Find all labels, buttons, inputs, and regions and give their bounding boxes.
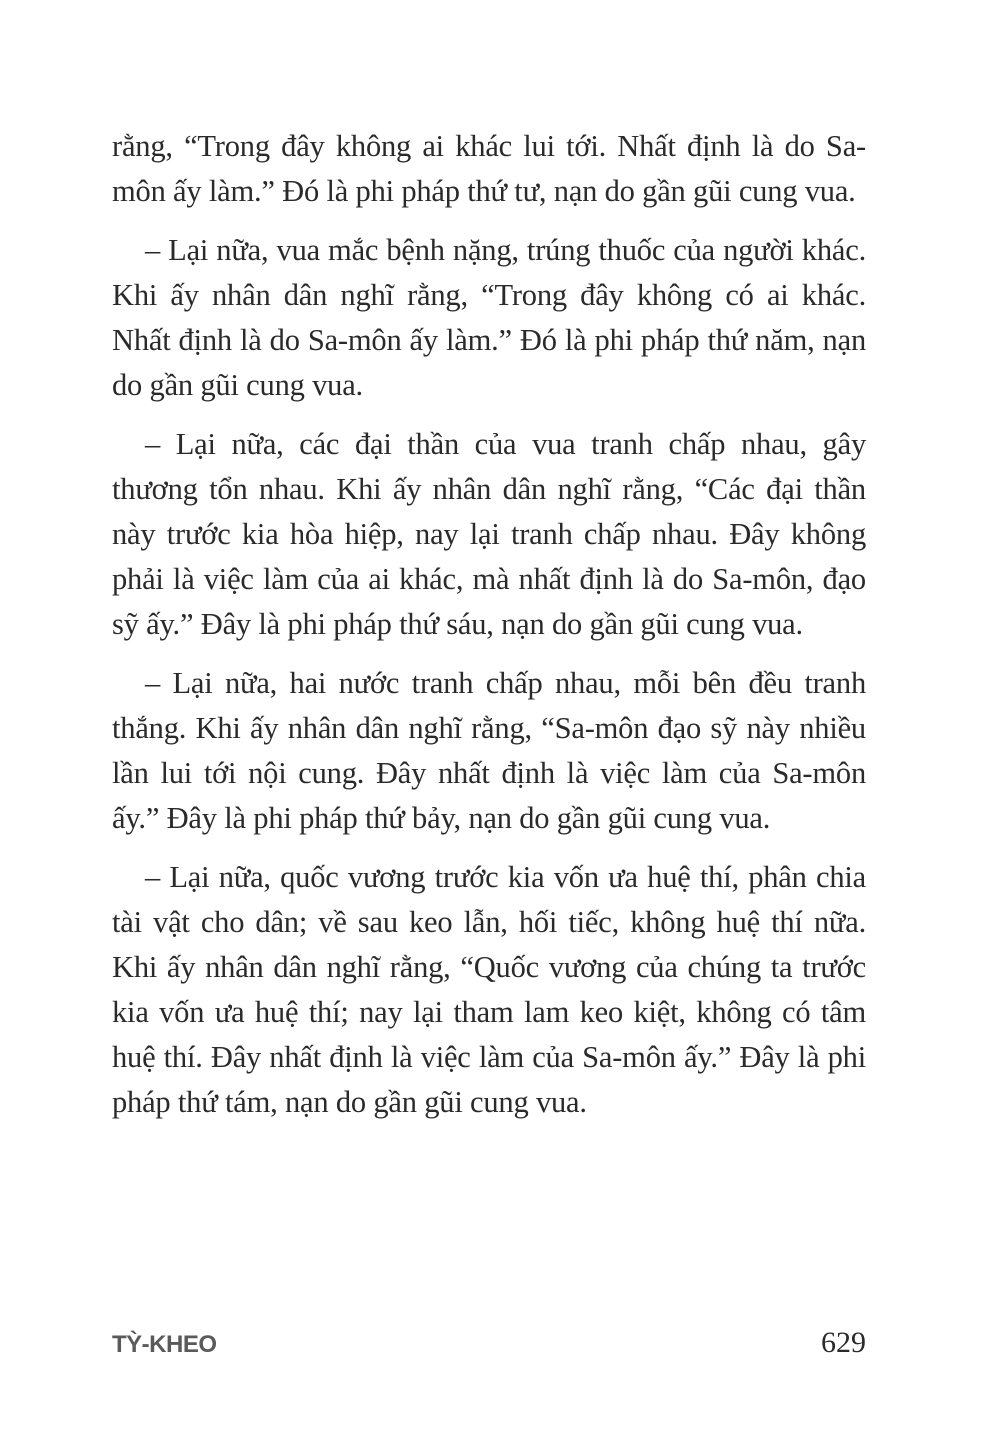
page-number: 629 bbox=[821, 1326, 866, 1359]
paragraph-sixth-offense: – Lại nữa, các đại thần của vua tranh chấp nhau, gây thương tổn nhau. Khi ấy nhân dân nghĩ rằng, “Các đại thần này trước kia hòa hiệp, nay lại tranh chấp nhau. Đây không phải là việc làm của ai khác, mà nhất định là do Sa-môn, đạo sỹ ấy.” Đây là phi pháp thứ sáu, nạn do gần gũi cung vua. bbox=[112, 427, 866, 641]
page-body bbox=[112, 124, 866, 1139]
paragraph-eighth-offense: – Lại nữa, quốc vương trước kia vốn ưa huệ thí, phân chia tài vật cho dân; về sau keo lẫn, hối tiếc, không huệ thí nữa. Khi ấy nhân dân nghĩ rằng, “Quốc vương của chúng ta trước kia vốn ưa huệ thí; nay lại tham lam keo kiệt, không có tâm huệ thí. Đây nhất định là việc làm của Sa-môn ấy.” Đây là phi pháp thứ tám, nạn do gần gũi cung vua. bbox=[112, 860, 866, 1119]
paragraph-fifth-offense: – Lại nữa, vua mắc bệnh nặng, trúng thuốc của người khác. Khi ấy nhân dân nghĩ rằng, “Trong đây không có ai khác. Nhất định là do Sa-môn ấy làm.” Đó là phi pháp thứ năm, nạn do gần gũi cung vua. bbox=[112, 233, 866, 402]
paragraph-seventh-offense: – Lại nữa, hai nước tranh chấp nhau, mỗi bên đều tranh thắng. Khi ấy nhân dân nghĩ rằng, “Sa-môn đạo sỹ này nhiều lần lui tới nội cung. Đây nhất định là việc làm của Sa-môn ấy.” Đây là phi pháp thứ bảy, nạn do gần gũi cung vua. bbox=[112, 666, 866, 835]
page-footer bbox=[112, 1326, 866, 1360]
paragraph-continuation: rằng, “Trong đây không ai khác lui tới. Nhất định là do Sa-môn ấy làm.” Đó là phi pháp thứ tư, nạn do gần gũi cung vua. bbox=[112, 129, 866, 208]
running-head: TỲ-KHEO bbox=[112, 1331, 217, 1358]
